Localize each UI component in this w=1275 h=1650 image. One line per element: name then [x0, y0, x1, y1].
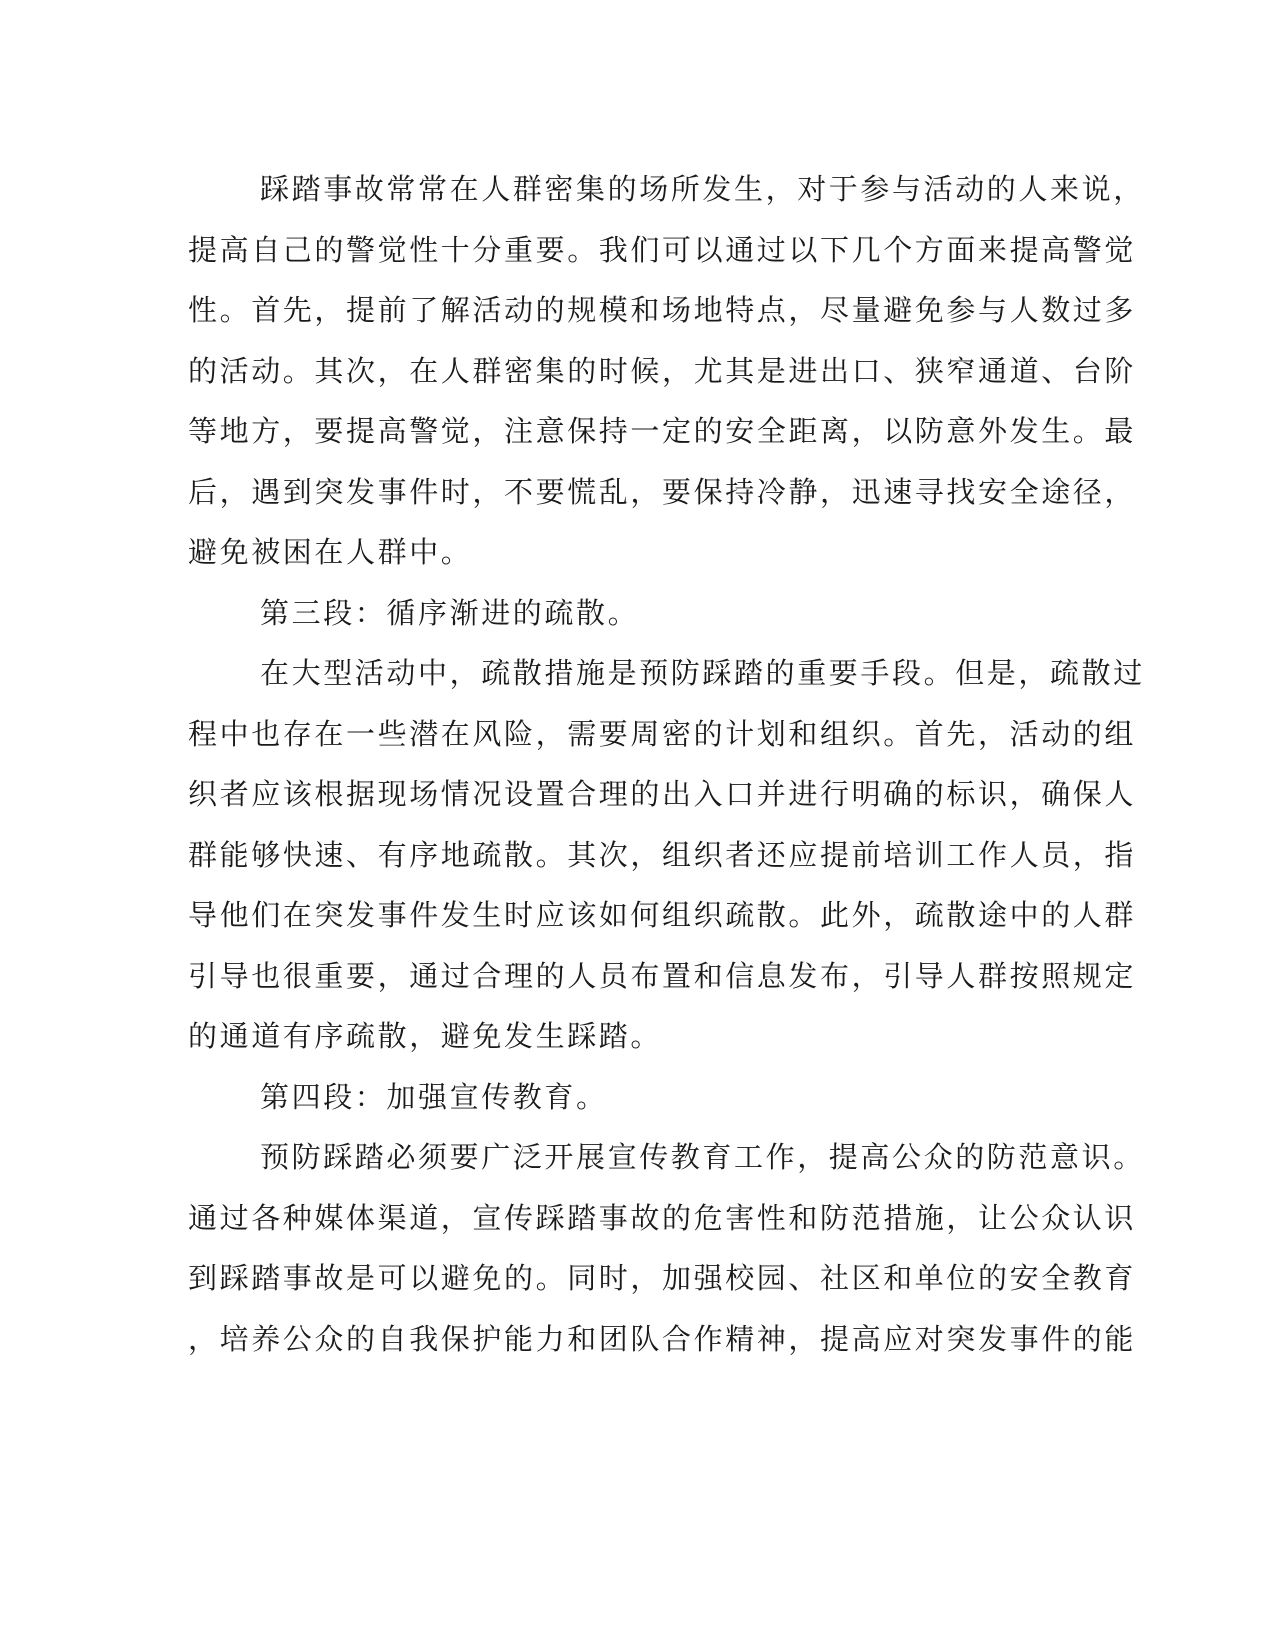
text-line: 性。首先，提前了解活动的规模和场地特点，尽量避免参与人数过多 [188, 293, 1137, 327]
text-line: ，培养公众的自我保护能力和团队合作精神，提高应对突发事件的能 [188, 1321, 1137, 1356]
text-line: 第三段：循序渐进的疏散。 [260, 595, 640, 630]
text-line: 避免被困在人群中。 [188, 535, 473, 569]
text-line: 第四段：加强宣传教育。 [260, 1079, 608, 1114]
text-line: 预防踩踏必须要广泛开展宣传教育工作，提高公众的防范意识。 [260, 1140, 1145, 1174]
text-line: 的活动。其次，在人群密集的时候，尤其是进出口、狭窄通道、台阶 [188, 353, 1137, 388]
text-line: 通过各种媒体渠道，宣传踩踏事故的危害性和防范措施，让公众认识 [188, 1200, 1137, 1235]
text-line: 群能够快速、有序地疏散。其次，组织者还应提前培训工作人员，指 [188, 837, 1137, 872]
text-line: 后，遇到突发事件时，不要慌乱，要保持冷静，迅速寻找安全途径， [188, 474, 1137, 509]
text-line: 踩踏事故常常在人群密集的场所发生，对于参与活动的人来说， [260, 172, 1145, 206]
text-line: 程中也存在一些潜在风险，需要周密的计划和组织。首先，活动的组 [188, 716, 1137, 751]
text-line: 织者应该根据现场情况设置合理的出入口并进行明确的标识，确保人 [188, 777, 1137, 811]
text-line: 导他们在突发事件发生时应该如何组织疏散。此外，疏散途中的人群 [188, 898, 1137, 932]
text-line: 的通道有序疏散，避免发生踩踏。 [188, 1019, 663, 1053]
text-line: 等地方，要提高警觉，注意保持一定的安全距离，以防意外发生。最 [188, 414, 1137, 448]
text-line: 到踩踏事故是可以避免的。同时，加强校园、社区和单位的安全教育 [188, 1261, 1137, 1295]
text-line: 在大型活动中，疏散措施是预防踩踏的重要手段。但是，疏散过 [260, 656, 1145, 690]
text-line: 引导也很重要，通过合理的人员布置和信息发布，引导人群按照规定 [188, 958, 1137, 993]
text-line: 提高自己的警觉性十分重要。我们可以通过以下几个方面来提高警觉 [188, 232, 1137, 267]
body-text [188, 159, 1145, 1369]
